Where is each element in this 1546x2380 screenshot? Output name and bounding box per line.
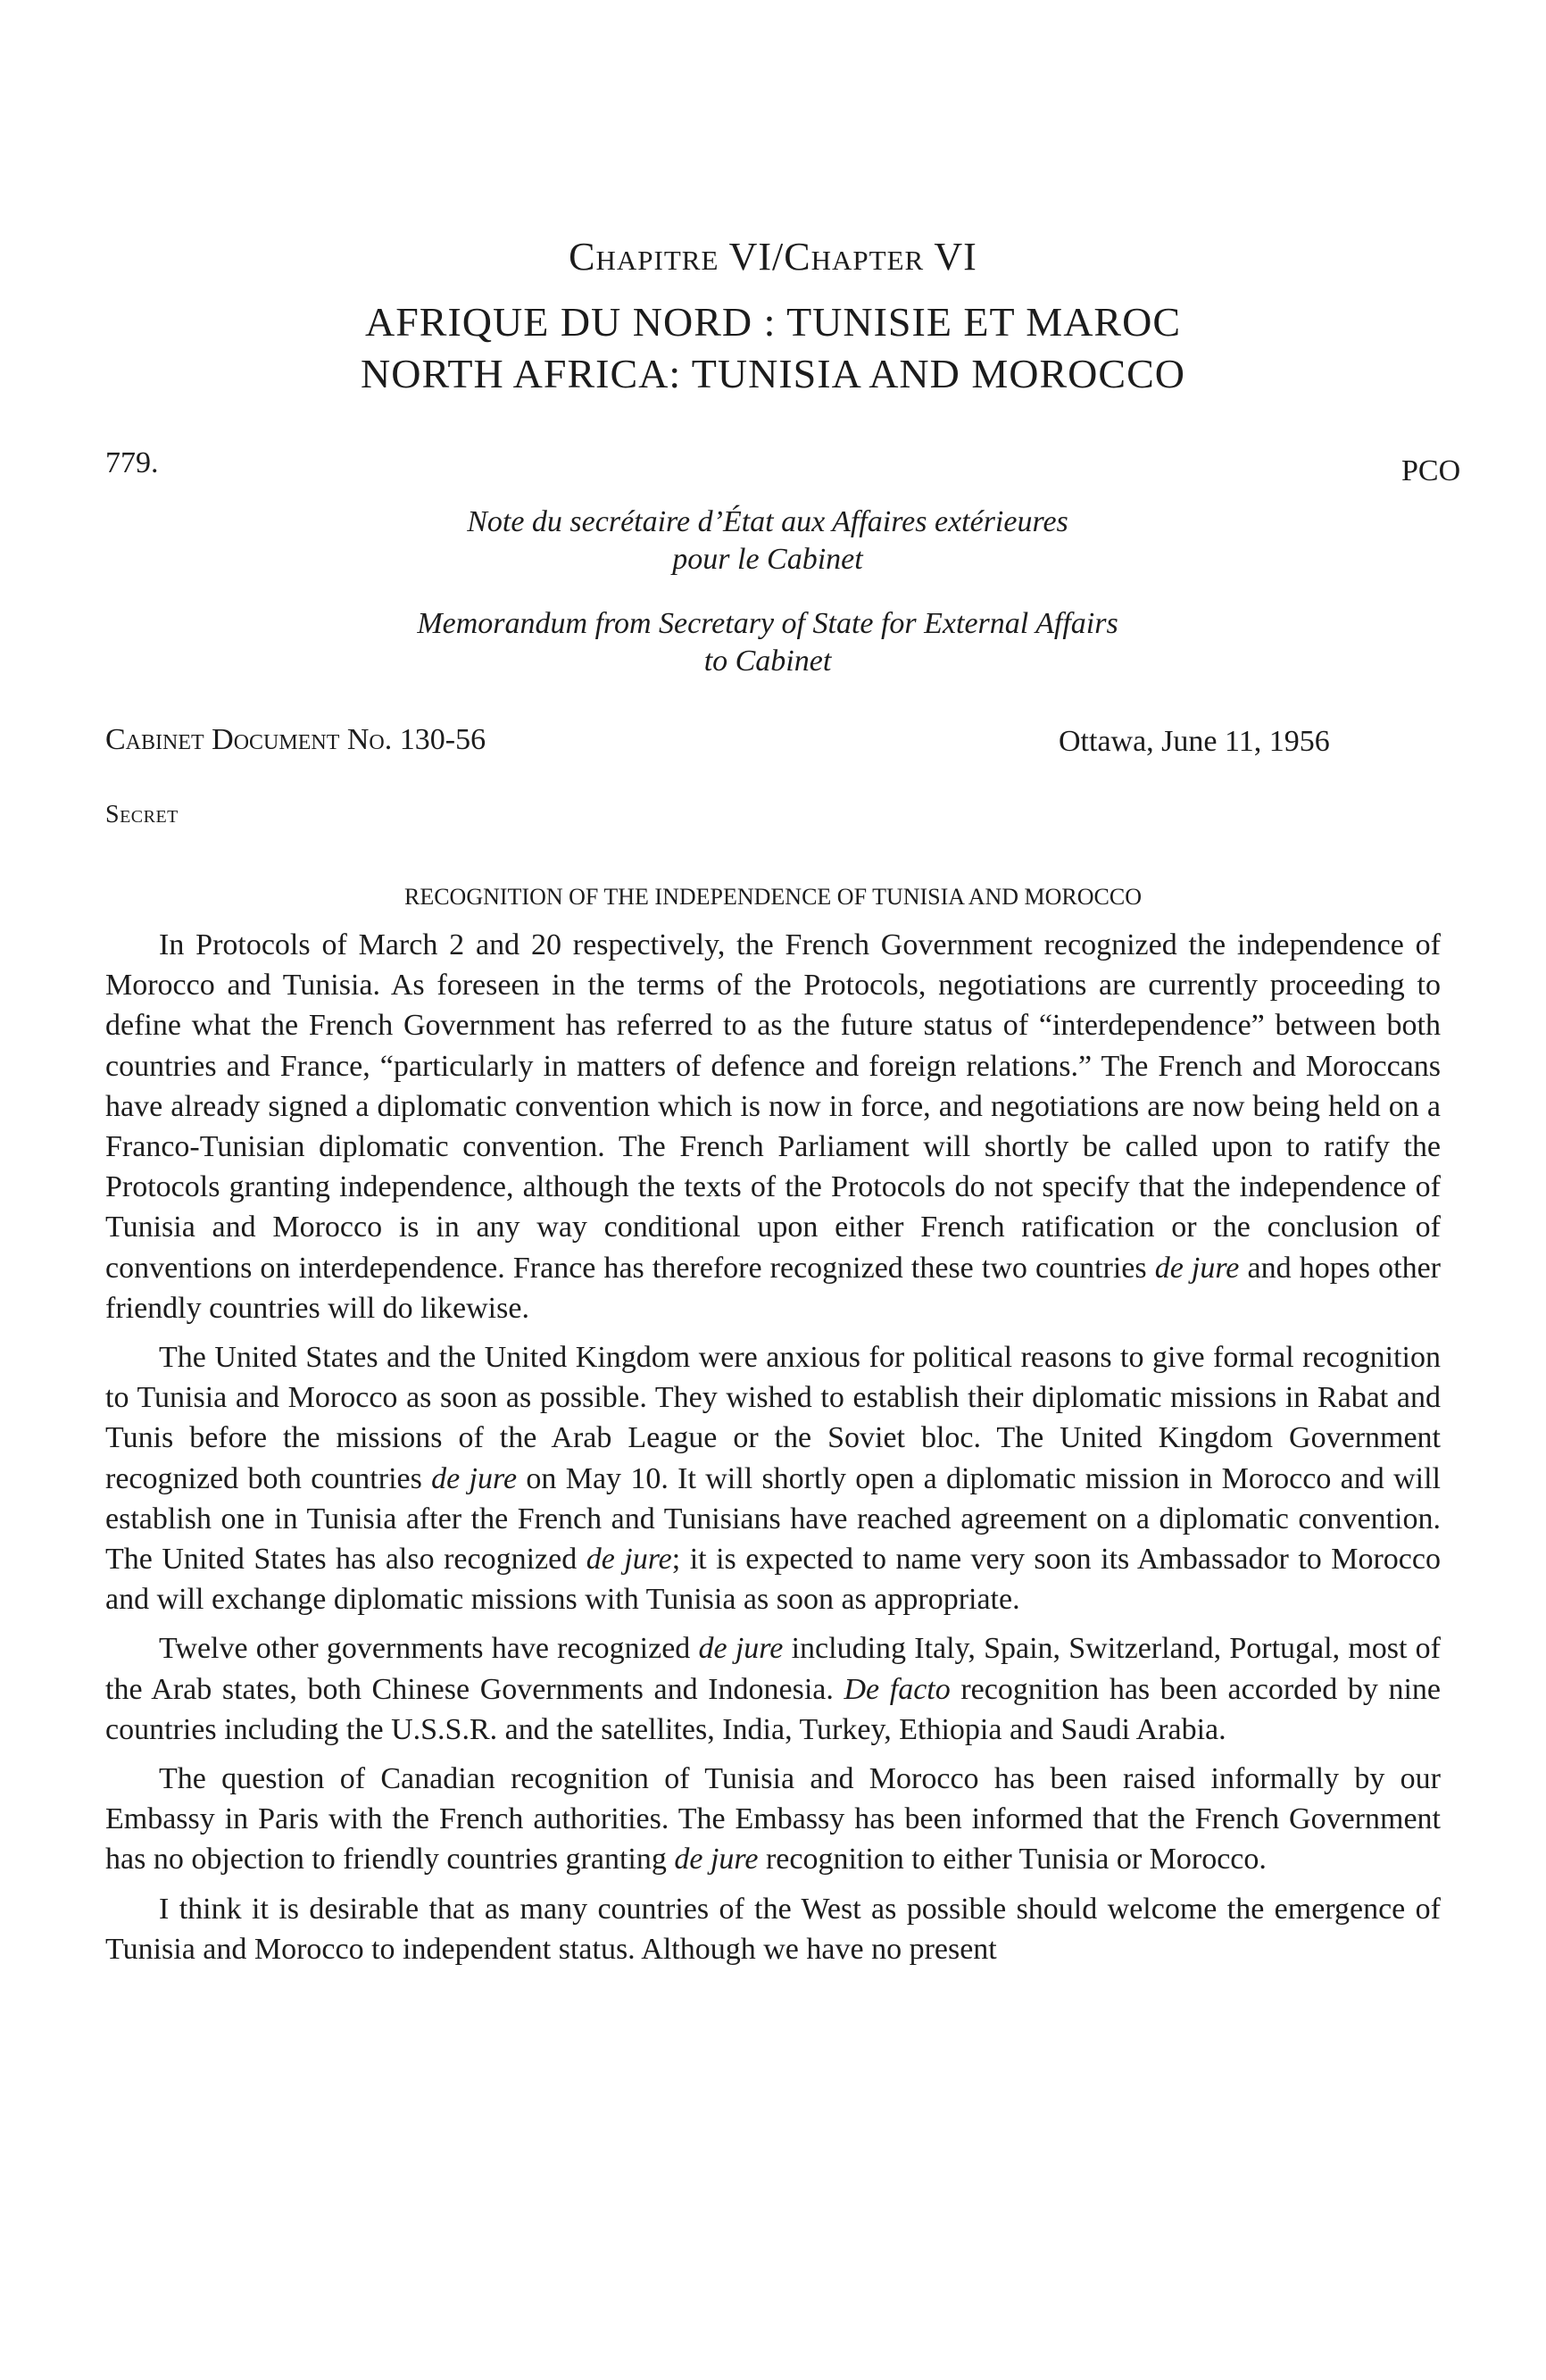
- classification: Secret: [105, 801, 179, 828]
- cabinet-document-label: Cabinet Document No.: [105, 723, 393, 756]
- heading-en-line-1: Memorandum from Secretary of State for External Affairs: [417, 607, 1118, 640]
- chapter-title-fr: AFRIQUE DU NORD : TUNISIE ET MAROC: [365, 299, 1181, 345]
- cabinet-document-number: 130-56: [399, 723, 486, 756]
- chapter-fr: Chapitre VI: [569, 235, 773, 279]
- paragraph-2: The United States and the United Kingdom were anxious for political reasons to give formal recognition to Tunisia and Morocco as soon as possible. They wished to establish their diplomatic missions in Rabat and Tunis before the missions of the Arab League or the Soviet bloc. The United Kingdom Government recognized both countries de jure on May 10. It will shortly open a diplomatic mission in Morocco and will establish one in Tunisia after the French and Tunisians have reached agreement on a diplomatic convention. The United States has also recognized de jure; it is expected to name very soon its Ambassador to Morocco and will exchange diplomatic missions with Tunisia as soon as appropriate.: [105, 1341, 1441, 1617]
- paragraph-4: The question of Canadian recognition of Tunisia and Morocco has been raised informally by our Embassy in Paris with the French authorities. The Embassy has been informed that the French Government has no objection to friendly countries granting de jure recognition to either Tunisia or Morocco.: [105, 1762, 1441, 1877]
- memo-body: [105, 925, 1441, 1978]
- subject-heading: RECOGNITION OF THE INDEPENDENCE OF TUNISIA AND MOROCCO: [403, 884, 1142, 910]
- paragraph-3: Twelve other governments have recognized de jure including Italy, Spain, Switzerland, Portugal, most of the Arab states, both Chinese Governments and Indonesia. De facto recognition has been accorded by nine countries including the U.S.S.R. and the satellites, India, Turkey, Ethiopia and Saudi Arabia.: [105, 1632, 1441, 1746]
- chapter-title-en: NORTH AFRICA: TUNISIA AND MOROCCO: [361, 351, 1185, 396]
- place-date: Ottawa, June 11, 1956: [1059, 725, 1330, 758]
- heading-fr-line-2: pour le Cabinet: [672, 543, 863, 576]
- paragraph-1: In Protocols of March 2 and 20 respectively, the French Government recognized the independence of Morocco and Tunisia. As foreseen in the terms of the Protocols, negotiations are currently proceeding to define what the French Government has referred to as the future status of “interdependence” between both countries and France, “particularly in matters of defence and foreign relations.” The French and Moroccans have already signed a diplomatic convention which is now in force, and negotiations are now being held on a Franco-Tunisian diplomatic convention. The French Parliament will shortly be called upon to ratify the Protocols granting independence, although the texts of the Protocols do not specify that the independence of Tunisia and Morocco is in any way conditional upon either French ratification or the conclusion of conventions on interdependence. France has therefore recognized these two countries de jure and hopes other friendly countries will do likewise.: [105, 928, 1441, 1325]
- document-number: 779.: [105, 446, 159, 479]
- chapter-heading: [0, 234, 1546, 279]
- chapter-separator: /: [772, 235, 785, 279]
- document-source: PCO: [1401, 454, 1461, 487]
- heading-fr-line-1: Note du secrétaire d’État aux Affaires extérieures: [467, 505, 1068, 538]
- paragraph-5: I think it is desirable that as many countries of the West as possible should welcome the emergence of Tunisia and Morocco to independent status. Although we have no present: [105, 1892, 1441, 1966]
- heading-en-line-2: to Cabinet: [703, 645, 832, 678]
- chapter-en: Chapter VI: [784, 235, 977, 279]
- cabinet-document: [105, 723, 486, 757]
